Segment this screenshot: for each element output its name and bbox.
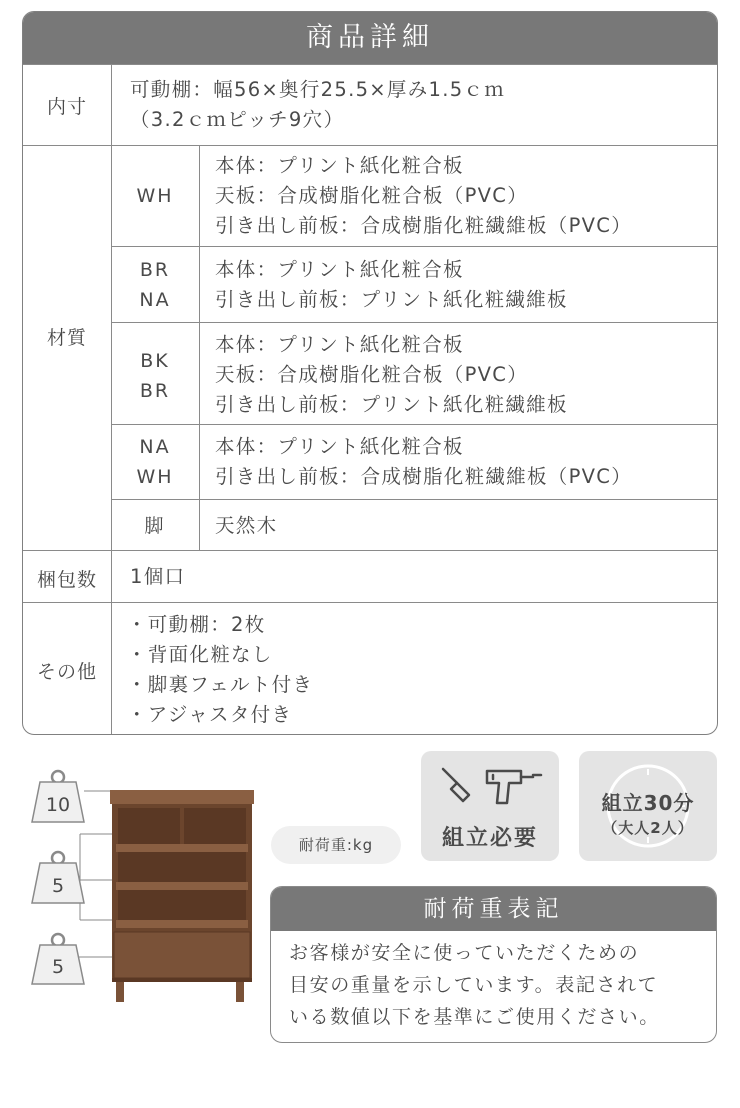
material-code-wh: WH: [136, 185, 174, 207]
inner-size-value: 可動棚：幅56×奥行25.5×厚み1.5ｃｍ （3.2ｃｍピッチ9穴）: [130, 78, 506, 131]
material-value-bk-br: 本体：プリント紙化粧合板 天板：合成樹脂化粧合板（PVC） 引き出し前板：プリント紙化粧繊維板: [215, 333, 568, 416]
weight-icon-5-lower: [32, 934, 84, 984]
row-divider: [23, 64, 717, 65]
weight-icon-10: [32, 771, 84, 822]
weight-value-10: 10: [45, 794, 71, 816]
inner-size-label: 内寸: [46, 96, 87, 118]
weight-value-5-upper: 5: [51, 875, 65, 897]
load-notice-box: [270, 886, 717, 1043]
drill-screwdriver-icon: [421, 751, 559, 813]
assembly-required-badge: [421, 751, 559, 861]
material-code-na-wh: NA WH: [136, 436, 174, 488]
material-code-leg: 脚: [144, 515, 166, 537]
material-value-wh: 本体：プリント紙化粧合板 天板：合成樹脂化粧合板（PVC） 引き出し前板：合成樹脂化粧繊維板（PVC）: [215, 154, 633, 237]
material-code-bk-br: BK BR: [139, 350, 171, 402]
row-divider: [111, 322, 717, 323]
notice-title: 耐荷重表記: [271, 887, 716, 931]
weight-icon-5-upper: [32, 852, 84, 903]
packages-value: 1個口: [130, 565, 186, 588]
material-value-na-wh: 本体：プリント紙化粧合板 引き出し前板：合成樹脂化粧繊維板（PVC）: [215, 435, 633, 488]
material-code-br-na: BR NA: [139, 259, 171, 311]
row-divider: [23, 602, 717, 603]
packages-label: 梱包数: [36, 569, 97, 591]
assembly-time-badge: [579, 751, 717, 861]
column-divider: [199, 145, 200, 550]
material-label: 材質: [46, 327, 87, 349]
assembly-time-label: 組立30分: [601, 791, 695, 815]
spec-table: [22, 11, 718, 735]
material-value-br-na: 本体：プリント紙化粧合板 引き出し前板：プリント紙化粧繊維板: [215, 258, 568, 311]
assembly-required-label: 組立必要: [441, 826, 538, 851]
shelf-illustration: [0, 760, 270, 1010]
assembly-time-sub: （大人2人）: [602, 819, 694, 837]
spec-title: 商品詳細: [23, 12, 717, 64]
row-divider: [111, 246, 717, 247]
notice-body: お客様が安全に使っていただくための 目安の重量を示しています。表記されて いる数値以下を基準にご使用ください。: [289, 942, 660, 1028]
row-divider: [23, 550, 717, 551]
load-unit-note: 耐荷重:kg: [271, 826, 401, 864]
other-label: その他: [36, 661, 97, 683]
weight-value-5-lower: 5: [51, 956, 65, 978]
other-value: ・可動棚：2枚 ・背面化粧なし ・脚裏フェルト付き ・アジャスタ付き: [127, 613, 314, 726]
material-value-leg: 天然木: [215, 514, 278, 537]
row-divider: [111, 499, 717, 500]
shelf-unit: [110, 790, 254, 1002]
row-divider: [23, 145, 717, 146]
row-divider: [111, 424, 717, 425]
